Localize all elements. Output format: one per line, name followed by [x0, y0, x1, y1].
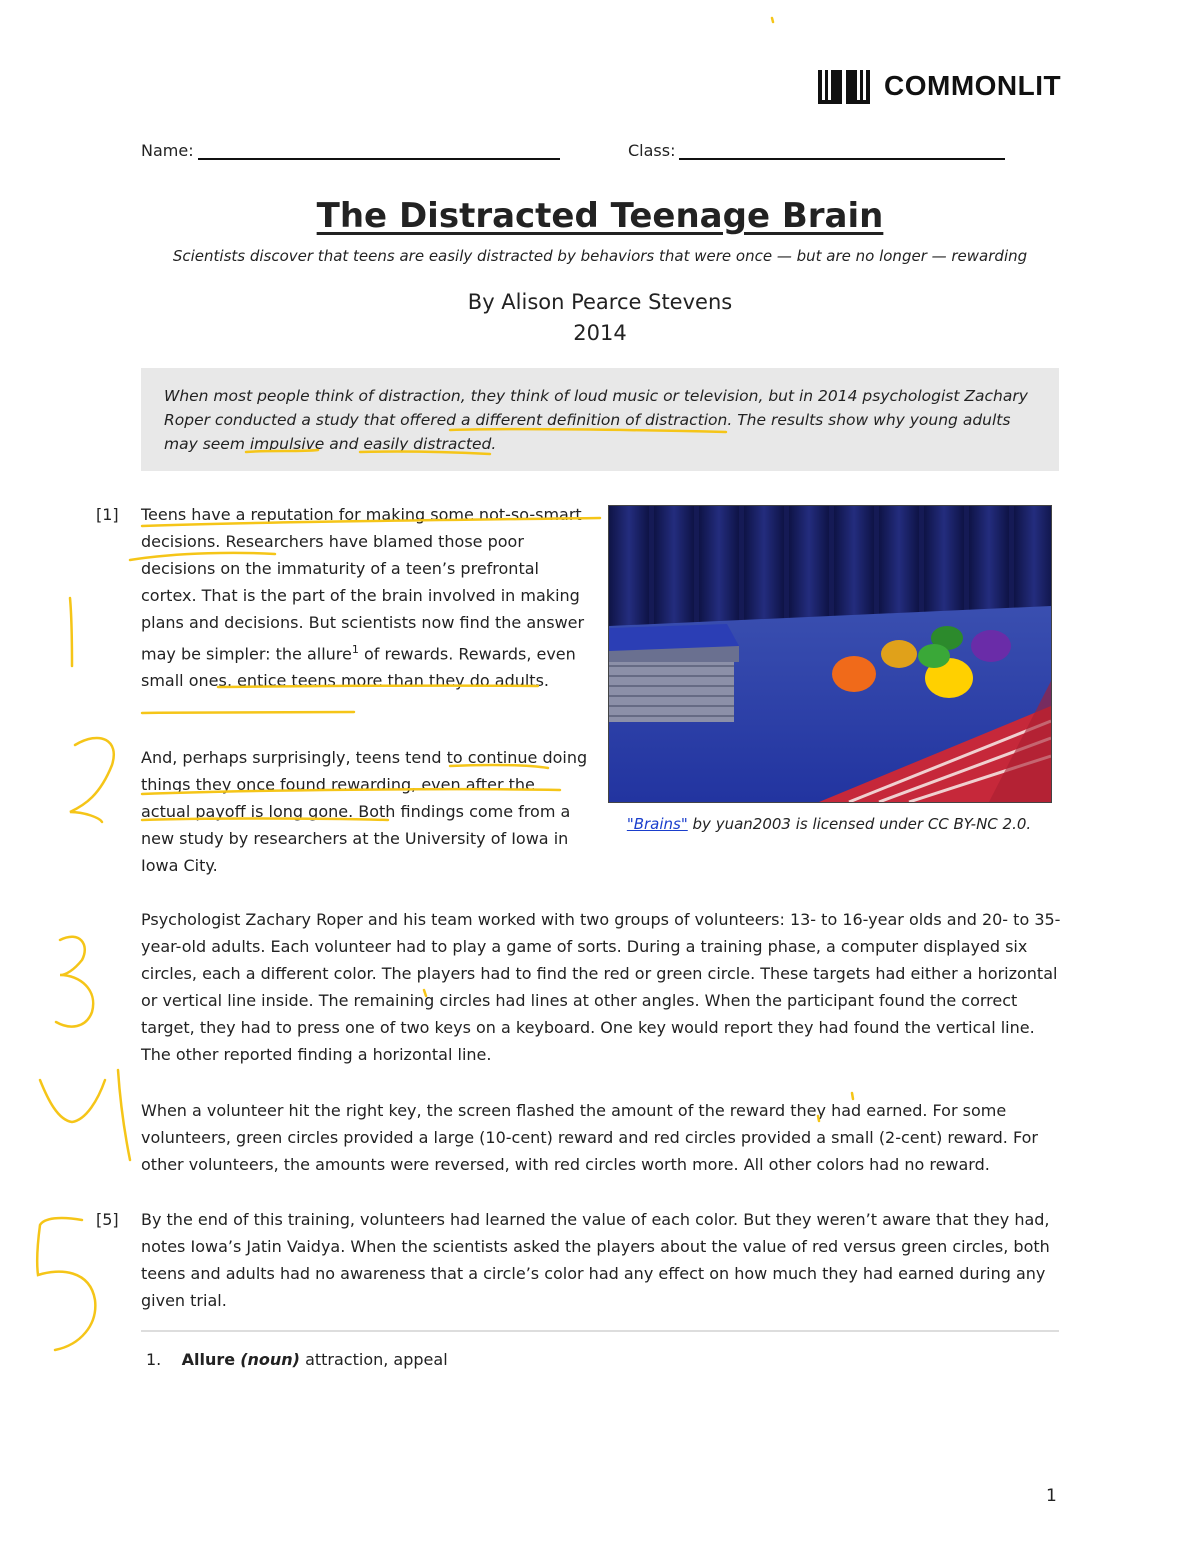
year: 2014: [573, 321, 627, 345]
footnote-pos: (noun): [240, 1350, 300, 1369]
article-title: The Distracted Teenage Brain: [316, 196, 884, 236]
byline: [0, 287, 1200, 349]
class-input-line[interactable]: [679, 140, 1005, 160]
stray-mark: [772, 18, 773, 22]
class-label: Class:: [628, 141, 676, 160]
brains-illustration: [609, 506, 1051, 802]
margin-number-4: [40, 1070, 130, 1160]
commonlit-logo: [816, 66, 1061, 106]
margin-number-5: [37, 1218, 95, 1350]
paragraph-1: [141, 501, 589, 694]
margin-number-2: [70, 738, 114, 822]
logo-text: COMMONLIT: [884, 70, 1062, 101]
brains-photo: [608, 505, 1052, 803]
article-subtitle: Scientists discover that teens are easily distracted by behaviors that were once — but are no longer — rewarding: [172, 247, 1028, 265]
name-label: Name:: [141, 141, 194, 160]
margin-number-1: [70, 598, 72, 666]
image-source-link[interactable]: "Brains": [626, 815, 688, 833]
paragraph-5: By the end of this training, volunteers had learned the value of each color. But they weren’t aware that they had, notes Iowa’s Jatin Vaidya. When the scientists asked the players about the value of red versus green circles, both teens and adults had no awareness that a circle’s color had any effect on how much they had earned during any given trial.: [141, 1210, 1050, 1310]
underline-more-than: [142, 712, 354, 713]
class-field[interactable]: [628, 140, 1005, 160]
name-field[interactable]: [141, 140, 560, 160]
paragraph-1-text-a: Teens have a reputation for making some not-so-smart decisions. Researchers have blamed those poor decisions on the immaturity of a teen’s prefrontal cortex. That is the part of the brain involved in making plans and decisions. But scientists now find the answer may be simpler: the allure: [141, 505, 585, 664]
footnote-definition: attraction, appeal: [299, 1350, 448, 1369]
footnote-term: Allure: [181, 1350, 236, 1369]
margin-number-3: [56, 937, 93, 1027]
image-license: by yuan2003 is licensed under CC BY-NC 2.0.: [687, 815, 1032, 833]
intro-text: When most people think of distraction, they think of loud music or television, but in 2014 psychologist Zachary Roper conducted a study that offered a different definition of distraction. The results show why young adults may seem impulsive and easily distracted.: [164, 387, 1028, 453]
name-input-line[interactable]: [198, 140, 560, 160]
paragraph-3: Psychologist Zachary Roper and his team worked with two groups of volunteers: 13- to 16-year olds and 20- to 35-year-old adults. Each volunteer had to play a game of sorts. During a training phase, a computer displayed six circles, each a different color. The players had to find the red or green circle. These targets had either a horizontal or vertical line inside. The remaining circles had lines at other angles. When the participant found the correct target, they had to press one of two keys on a keyboard. One key would report they had found the vertical line. The other reported finding a horizontal line.: [141, 910, 1061, 1064]
footnote-ref[interactable]: 1: [351, 643, 359, 656]
footnote-number: 1.: [146, 1350, 162, 1369]
paragraph-4: When a volunteer hit the right key, the screen flashed the amount of the reward they had earned. For some volunteers, green circles provided a large (10-cent) reward and red circles provided a small (2-cent) reward. For other volunteers, the amounts were reversed, with red circles worth more. All other colors had no reward.: [141, 1101, 1038, 1174]
footnote-1: [146, 1350, 448, 1369]
paragraph-marker-1: [1]: [96, 505, 119, 524]
footnote-divider: [141, 1330, 1059, 1332]
image-caption: [608, 815, 1050, 833]
page-number: 1: [1046, 1486, 1057, 1506]
paragraph-marker-5: [5]: [96, 1210, 119, 1229]
paragraph-1-text-b: of rewards. Rewards, even small ones, entice teens more than they do adults.: [141, 644, 576, 691]
author: By Alison Pearce Stevens: [467, 290, 733, 314]
paragraph-2: And, perhaps surprisingly, teens tend to continue doing things they once found rewarding, even after the actual payoff is long gone. Both findings come from a new study by researchers at the University of Iowa in Iowa City.: [141, 748, 588, 875]
book-icon: [816, 66, 872, 106]
